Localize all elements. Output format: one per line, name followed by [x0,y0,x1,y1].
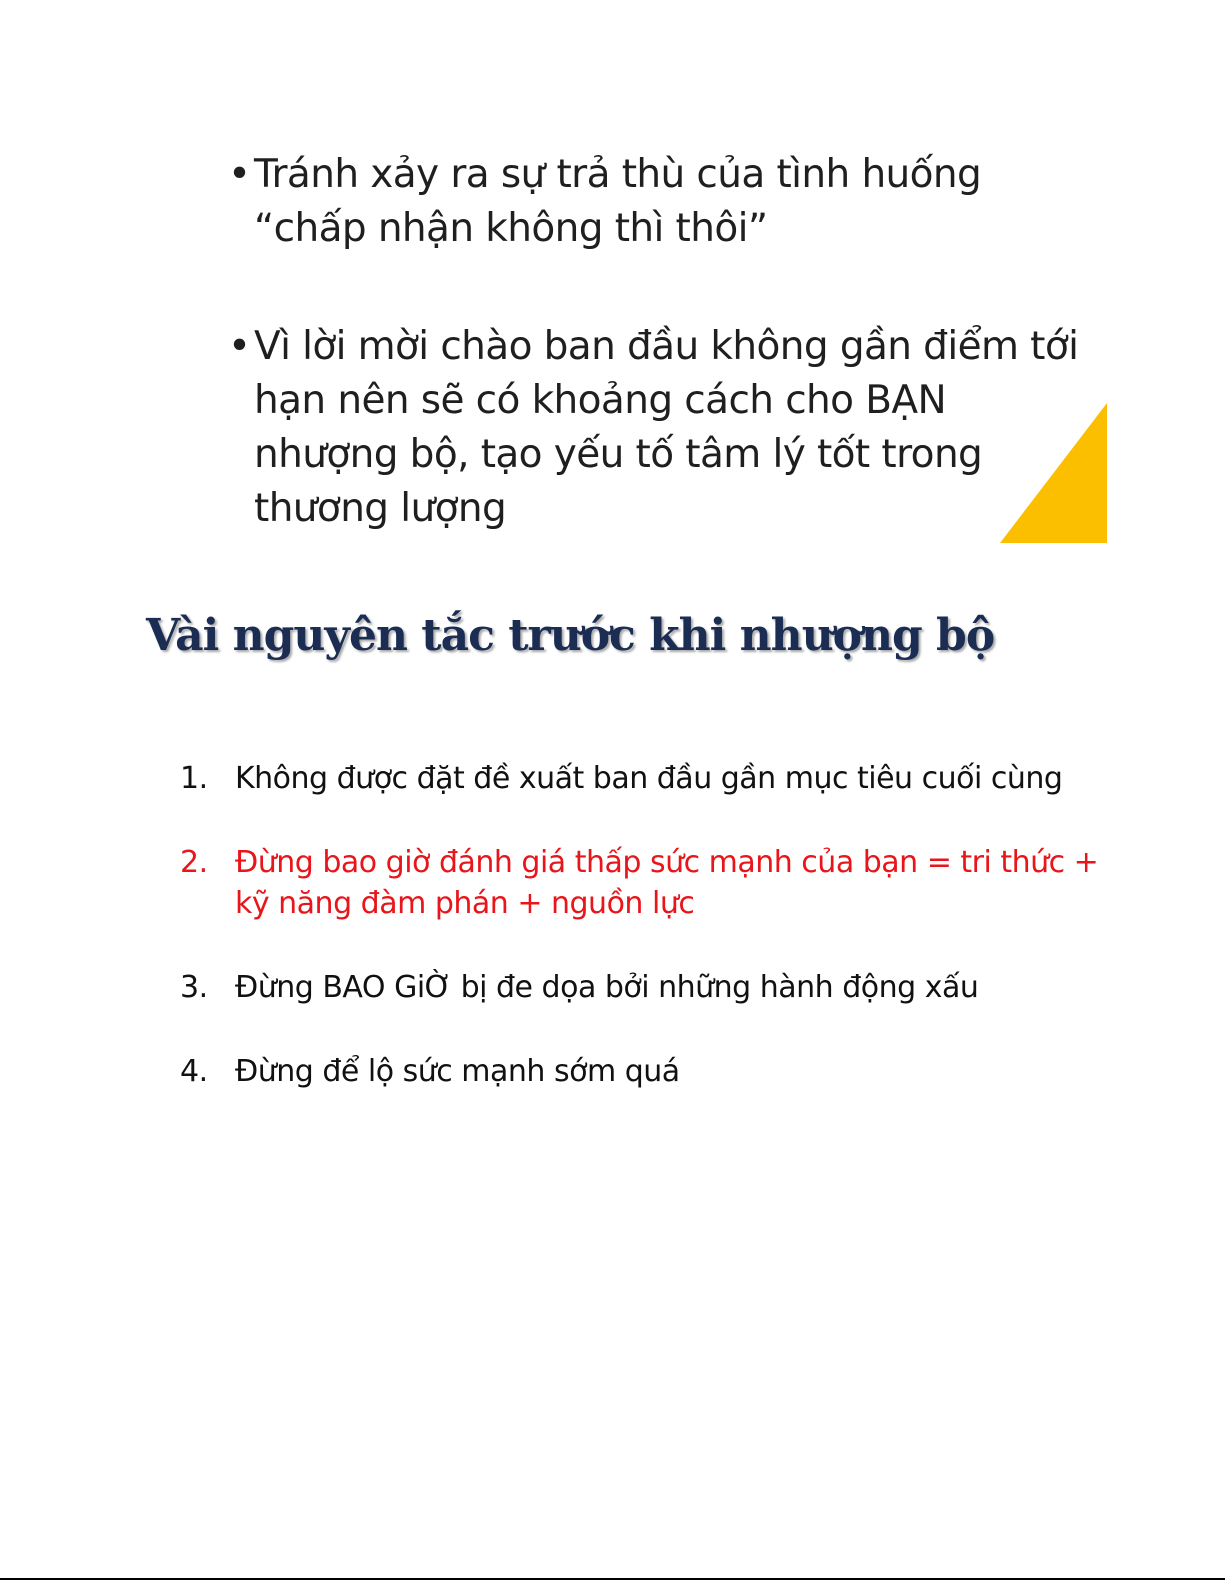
yellow-triangle-decoration [1000,403,1107,543]
rule-text: Không được đặt đề xuất ban đầu gần mục tiêu cuối cùng [235,761,1063,796]
rule-number: 1. [180,761,208,796]
bullet-item [228,148,1088,256]
bullet-text: Vì lời mời chào ban đầu không gần điểm tới hạn nên sẽ có khoảng cách cho BẠN nhượng bộ, tạo yếu tố tâm lý tốt trong thương lượng [254,324,1079,531]
rule-item-highlighted [180,842,1110,924]
rule-item [180,758,1110,799]
rule-item [180,967,1110,1008]
rule-number: 4. [180,1054,208,1089]
bullet-text: Tránh xảy ra sự trả thù của tình huống “chấp nhận không thì thôi” [254,152,982,251]
rule-text: Đừng để lộ sức mạnh sớm quá [235,1054,680,1089]
rule-item [180,1051,1110,1092]
bullet-item [228,320,1088,536]
bullet-marker: • [228,152,251,197]
rule-number: 3. [180,970,208,1005]
bullet-marker: • [228,324,251,369]
rules-list [180,758,1110,1092]
bullet-list [228,148,1088,536]
bottom-divider [0,1578,1225,1580]
rule-number: 2. [180,845,208,880]
section-title: Vài nguyên tắc trước khi nhượng bộ [146,610,995,661]
rule-text: Đừng BAO GiỜ bị đe dọa bởi những hành động xấu [235,970,979,1005]
rule-text: Đừng bao giờ đánh giá thấp sức mạnh của bạn = tri thức + kỹ năng đàm phán + nguồn lực [235,845,1099,921]
